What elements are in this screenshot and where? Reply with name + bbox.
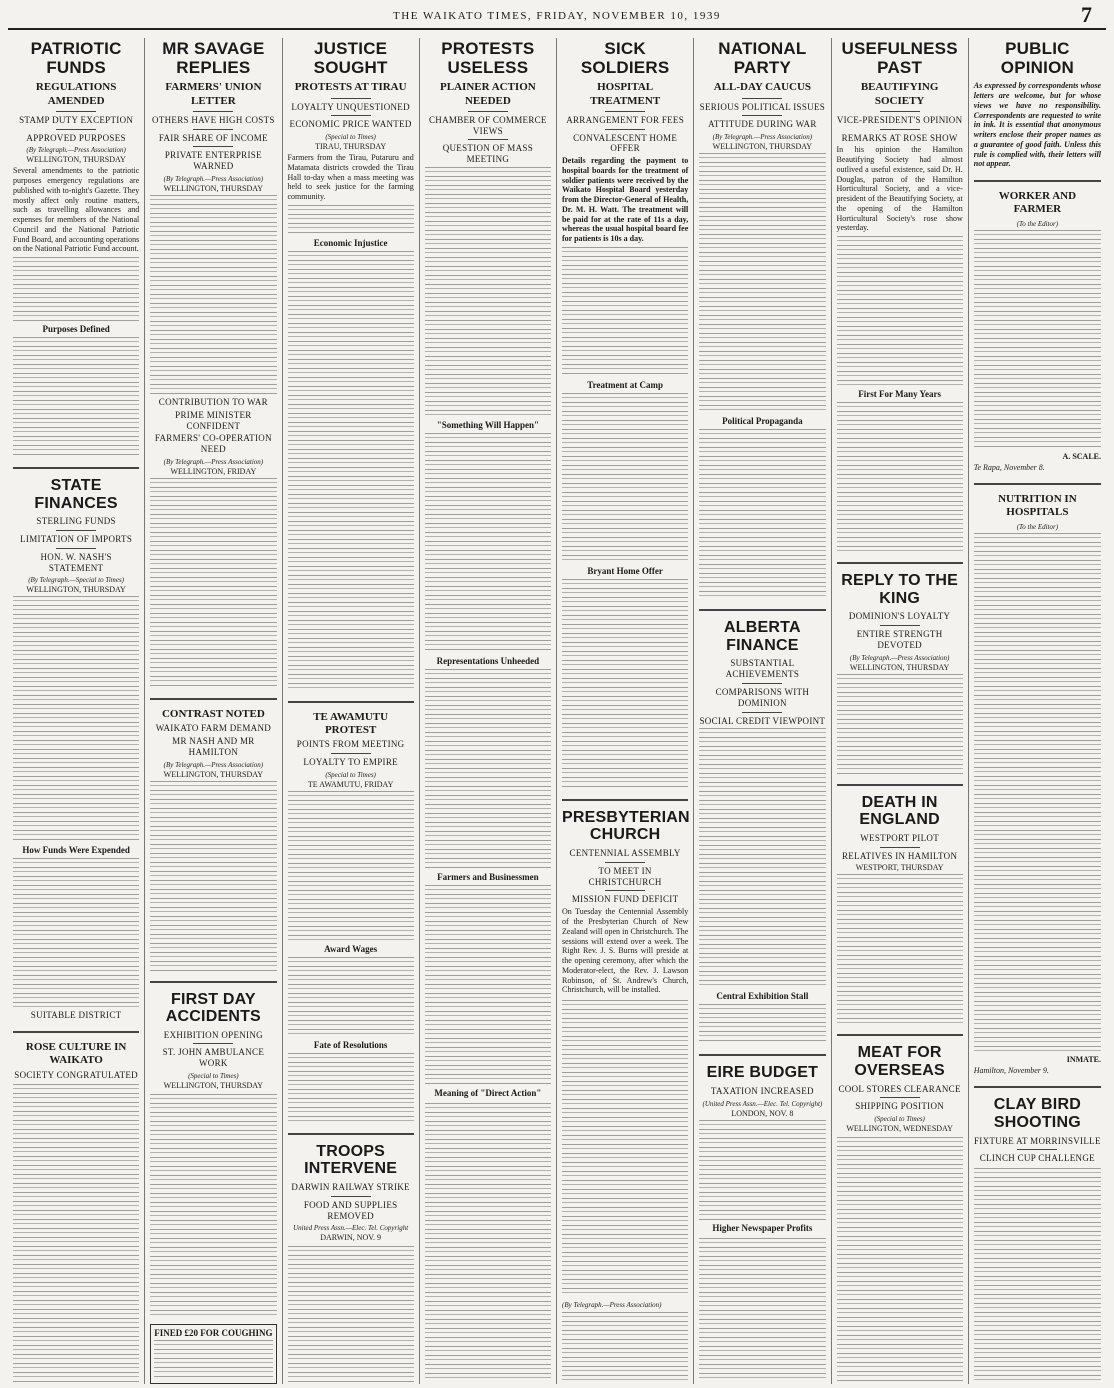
article-reply-to-the-king [837,562,963,776]
article-rose-culture [13,1031,139,1082]
to-the-editor: (To the Editor) [1016,522,1059,531]
unreadable-text [425,167,551,417]
subheading: Meaning of "Direct Action" [434,1087,542,1098]
headline: DEATH IN ENGLAND [859,793,940,829]
deck: REMARKS AT ROSE SHOW [841,132,958,143]
deck: MR NASH AND MR HAMILTON [172,735,255,757]
deck: FAIR SHARE OF INCOME [158,132,268,143]
divider [880,111,920,112]
article-presbyterian-church [562,799,688,998]
unreadable-text [150,781,276,971]
subheading: Treatment at Camp [587,379,663,390]
section-intro: As expressed by correspondents whose letters are welcome, but for whose views we have no responsibility. Correspondents are requested to write in ink. It is essential that anonymous writers enclose their proper names as a guarantee of good faith. Unless this rule is complied with, their letters will not appear. [973,81,1101,169]
unreadable-text [974,1168,1101,1382]
divider [331,753,371,754]
divider [56,111,96,112]
dateline: WELLINGTON, WEDNESDAY [846,1124,953,1134]
unreadable-text [150,195,276,395]
subheading: Representations Unheeded [436,655,540,666]
deck: SUITABLE DISTRICT [30,1010,122,1021]
signature: INMATE. [1066,1054,1101,1064]
column-8 [969,38,1106,1384]
deck: FARMERS' UNION LETTER [165,81,262,107]
headline: NUTRITION IN HOSPITALS [998,493,1077,519]
deck: CONVALESCENT HOME OFFER [573,132,678,154]
divider [331,98,371,99]
headline: REPLY TO THE KING [841,572,959,607]
divider [331,1196,371,1197]
divider [1017,1149,1057,1150]
column-grid [8,38,1106,1384]
headline: JUSTICE SOUGHT [313,39,388,77]
deck: POINTS FROM MEETING [296,739,405,750]
divider [742,683,782,684]
deck: PROTESTS AT TIRAU [294,81,407,94]
unreadable-text [699,153,825,413]
dateline: WESTPORT, THURSDAY [855,863,944,873]
article-state-finances [13,467,139,1023]
divider [742,98,782,99]
headline: MEAT FOR OVERSEAS [854,1044,945,1080]
divider [880,1097,920,1098]
unreadable-text [288,1053,414,1123]
subheading: Bryant Home Offer [587,565,663,576]
headline: PUBLIC OPINION [1000,39,1074,77]
headline: STATE FINANCES [34,477,118,512]
deck: CHAMBER OF COMMERCE VIEWS [429,114,547,136]
divider [468,111,508,112]
unreadable-text [837,402,963,552]
dateline: WELLINGTON, FRIDAY [170,466,257,476]
unreadable-text [562,1312,688,1382]
article-alberta-finance [699,609,825,1046]
article-body: On Tuesday the Centennial Assembly of the Presbyterian Church of New Zealand will open in Christchurch. The sessions will extend over a week. The Right Rev. J. S. Burns will preside at the opening ceremony, after which the Moderator-elect, the Rev. J. Lawson Robinson, of St. Andrew's Church, Christchurch, will be installed. [562,907,689,995]
article-body: Several amendments to the patriotic purposes emergency regulations are published with to-night's Gazette. They mostly affect only routine matters, such as travelling allowances and expenses for members of the National Council and the National Patriotic Fund Board, and accounting operations on the National Patriotic Fund account. [13,166,140,254]
deck: ATTITUDE DURING WAR [708,119,817,130]
headline: NATIONAL PARTY [718,39,807,77]
byline: (United Press Assn.—Elec. Tel. Copyright) [702,1099,823,1108]
dateline: LONDON, NOV. 8 [731,1108,794,1118]
unreadable-text [288,251,414,691]
article-protests-useless [425,38,551,1101]
unreadable-text [154,1340,272,1378]
deck: BEAUTIFYING SOCIETY [860,81,939,107]
unreadable-text [837,874,963,1024]
deck: FARMERS' CO-OPERATION NEED [154,433,272,455]
article-patriotic-funds [13,38,139,459]
letter-worker-and-farmer [974,180,1101,475]
divider [56,530,96,531]
article-te-awamutu-protest [288,701,414,1125]
unreadable-text [837,236,963,386]
deck: SERIOUS POLITICAL ISSUES [699,101,826,112]
deck: FIXTURE AT MORRINSVILLE [974,1135,1101,1146]
deck: COMPARISONS WITH DOMINION [715,686,810,708]
deck: MISSION FUND DEFICIT [571,894,679,905]
unreadable-text [699,1004,825,1044]
article-troops-intervene [288,1133,414,1245]
article-body: In his opinion the Hamilton Beautifying Society had almost outlived a useful existence, said Dr. H. Douglas, patron of the Hamilton Horticultural Society, and a vice-president of the Beautifying Society, at the opening of the Hamilton Horticultural Society's rose show yesterday. [836,145,963,233]
deck: OTHERS HAVE HIGH COSTS [152,114,275,125]
deck: VICE-PRESIDENT'S OPINION [836,114,963,125]
headline: TE AWAMUTU PROTEST [313,710,389,737]
deck: FOOD AND SUPPLIES REMOVED [303,1199,398,1221]
dateline: WELLINGTON, THURSDAY [163,769,264,779]
deck: PRIVATE ENTERPRISE WARNED [164,150,262,172]
dateline: WELLINGTON, THURSDAY [849,662,950,672]
unreadable-text [974,230,1101,450]
headline: ROSE CULTURE IN WAIKATO [25,1041,127,1067]
article-eire-budget [699,1054,825,1235]
unreadable-text [425,669,551,869]
byline: (Special to Times) [188,1072,239,1081]
unreadable-text [837,1137,963,1382]
subheading: How Funds Were Expended [22,845,130,856]
byline: (Special to Times) [325,770,376,779]
page-number: 7 [1081,2,1092,27]
byline: (By Telegraph.—Press Association) [163,457,264,466]
article-meat-for-overseas [837,1034,963,1135]
dateline: TIRAU, THURSDAY [315,142,387,152]
unreadable-text [562,393,688,563]
byline: (By Telegraph.—Press Association) [562,1301,662,1309]
deck: REGULATIONS AMENDED [35,81,117,107]
article-national-party [699,38,825,601]
subheading: Award Wages [324,943,378,954]
deck: LOYALTY UNQUESTIONED [291,101,410,112]
byline: United Press Assn.—Elec. Tel. Copyright [293,1224,409,1233]
deck: COOL STORES CLEARANCE [838,1083,961,1094]
letter-nutrition-in-hospitals [974,483,1101,1078]
byline: (By Telegraph.—Press Association) [712,133,813,142]
headline: PRESBYTERIAN CHURCH [562,808,690,844]
unreadable-text [288,957,414,1037]
divider [193,111,233,112]
dateline: WELLINGTON, THURSDAY [712,142,813,152]
deck: CENTENNIAL ASSEMBLY [569,848,681,859]
headline: FIRST DAY ACCIDENTS [165,990,261,1026]
article-usefulness-past [837,38,963,554]
article-body: Farmers from the Tirau, Putaruru and Matamata districts crowded the Tirau Hall to-day when a mass meeting was held to seek justice for the farming community. [287,153,414,202]
byline: (Special to Times) [874,1115,925,1124]
unreadable-text [425,1103,551,1382]
headline: EIRE BUDGET [706,1064,819,1082]
column-2 [145,38,282,1384]
dateline: WELLINGTON, THURSDAY [26,155,126,165]
masthead-rule [8,28,1106,30]
headline: PATRIOTIC FUNDS [30,39,122,77]
deck: WESTPORT PILOT [860,832,939,843]
subheading: CONTRIBUTION TO WAR [158,396,268,407]
headline: CONTRAST NOTED [161,707,265,720]
unreadable-text [13,337,139,457]
article-mr-savage-replies [150,38,276,690]
unreadable-text [288,205,414,235]
deck: LIMITATION OF IMPORTS [20,534,133,545]
headline: TROOPS INTERVENE [304,1142,398,1178]
column-1 [8,38,145,1384]
unreadable-text [150,1094,276,1316]
subheading: Purposes Defined [42,324,110,335]
deck: TAXATION INCREASED [710,1085,814,1096]
divider [331,115,371,116]
deck: PRIME MINISTER CONFIDENT [175,409,252,431]
dateline: DARWIN, NOV. 9 [320,1233,381,1243]
divider [742,712,782,713]
deck: EXHIBITION OPENING [163,1029,263,1040]
byline: (Special to Times) [325,133,376,142]
unreadable-text [699,1238,825,1382]
divider [605,862,645,863]
subheading: Political Propaganda [722,416,803,427]
unreadable-text [699,728,825,988]
subheading: First For Many Years [858,389,941,400]
unreadable-text [562,247,688,377]
column-5 [557,38,694,1384]
deck: DARWIN RAILWAY STRIKE [291,1182,410,1193]
column-3 [283,38,420,1384]
column-6 [694,38,831,1384]
deck: PLAINER ACTION NEEDED [440,81,536,107]
deck: RELATIVES IN HAMILTON [841,850,958,861]
dateline: WELLINGTON, THURSDAY [163,183,264,193]
unreadable-text [150,478,276,688]
divider [742,115,782,116]
divider [193,146,233,147]
letter-place-date: Hamilton, November 9. [973,1065,1049,1075]
unreadable-text [288,1246,414,1382]
deck: ST. JOHN AMBULANCE WORK [162,1047,265,1069]
deck: SHIPPING POSITION [855,1101,945,1112]
subheading: Farmers and Businessmen [437,871,539,882]
unreadable-text [288,791,414,941]
unreadable-text [699,1120,825,1220]
deck: SOCIAL CREDIT VIEWPOINT [699,715,826,726]
deck: DOMINION'S LOYALTY [848,611,951,622]
byline: (By Telegraph.—Press Association) [849,653,950,662]
folio-line: THE WAIKATO TIMES, FRIDAY, NOVEMBER 10, 1939 [393,10,721,22]
masthead [0,0,1114,34]
divider [880,625,920,626]
unreadable-text [699,429,825,599]
deck: CLINCH CUP CHALLENGE [979,1153,1095,1164]
deck: ALL-DAY CAUCUS [713,81,812,94]
article-contrast-noted [150,698,276,973]
unreadable-text [562,1000,688,1296]
deck: QUESTION OF MASS MEETING [442,143,534,165]
unreadable-text [13,596,139,842]
column-4 [420,38,557,1384]
headline: SICK SOLDIERS [580,39,670,77]
divider [56,548,96,549]
deck: STAMP DUTY EXCEPTION [19,114,134,125]
unreadable-text [562,579,688,789]
subheading: Economic Injustice [313,237,388,248]
headline: MR SAVAGE REPLIES [162,39,265,77]
article-justice-sought [288,38,414,693]
to-the-editor: (To the Editor) [1016,219,1059,228]
divider [193,1043,233,1044]
deck: SUBSTANTIAL ACHIEVEMENTS [725,658,800,680]
deck: LOYALTY TO EMPIRE [303,757,398,768]
headline: WORKER AND FARMER [998,190,1077,216]
headline: ALBERTA FINANCE [724,619,801,654]
divider [56,129,96,130]
headline: USEFULNESS PAST [841,39,958,77]
dateline: WELLINGTON, THURSDAY [163,1081,264,1091]
deck: TO MEET IN CHRISTCHURCH [588,865,662,887]
advertisement [150,1324,276,1384]
dateline: WELLINGTON, THURSDAY [26,585,126,595]
unreadable-text [425,885,551,1085]
deck: ENTIRE STRENGTH DEVOTED [856,629,943,650]
deck: HOSPITAL TREATMENT [590,81,661,107]
unreadable-text [425,433,551,653]
letter-place-date: Te Rapa, November 8. [973,462,1045,472]
deck: HON. W. NASH'S STATEMENT [40,551,112,573]
unreadable-text [13,257,139,321]
deck: WAIKATO FARM DEMAND [155,723,272,734]
section-public-opinion [974,38,1101,172]
subheading: Higher Newspaper Profits [712,1222,813,1233]
article-lead: Details regarding the payment to hospital boards for the treatment of soldier patients were received by the Waikato Hospital Board yesterday from the Director-General of Health, Dr. M. H. Watt. The treatment will be paid for at the rate of 11s a day, whereas the usual hospital board fee for patients is 10s a day. [562,156,689,244]
divider [193,129,233,130]
unreadable-text [837,674,963,774]
deck: STERLING FUNDS [36,516,116,527]
divider [468,139,508,140]
subheading: Fate of Resolutions [313,1039,388,1050]
ad-title: FINED £20 FOR COUGHING [154,1328,273,1338]
article-death-in-england [837,784,963,1027]
subheading: Central Exhibition Stall [716,991,809,1002]
headline: CLAY BIRD SHOOTING [993,1096,1081,1131]
headline: PROTESTS USELESS [441,39,535,77]
dateline: TE AWAMUTU, FRIDAY [307,779,394,789]
signature: A. SCALE. [1062,451,1101,461]
byline: (By Telegraph.—Press Association) [163,174,264,183]
subheading: "Something Will Happen" [436,419,539,430]
unreadable-text [974,533,1101,1053]
deck: APPROVED PURPOSES [26,132,126,143]
deck: ARRANGEMENT FOR FEES [566,114,685,125]
byline: (By Telegraph.—Press Association) [163,760,264,769]
byline: (By Telegraph.—Special to Times) [28,576,125,585]
column-7 [832,38,969,1384]
divider [605,890,645,891]
unreadable-text [13,858,139,1008]
deck: ECONOMIC PRICE WANTED [289,119,412,130]
unreadable-text [13,1084,139,1382]
divider [605,111,645,112]
divider [605,129,645,130]
divider [880,847,920,848]
article-first-day-accidents [150,981,276,1093]
article-clay-bird-shooting [974,1086,1101,1166]
article-sick-soldiers [562,38,688,791]
byline: (By Telegraph.—Press Association) [26,146,126,155]
deck: SOCIETY CONGRATULATED [14,1069,138,1080]
divider [880,129,920,130]
